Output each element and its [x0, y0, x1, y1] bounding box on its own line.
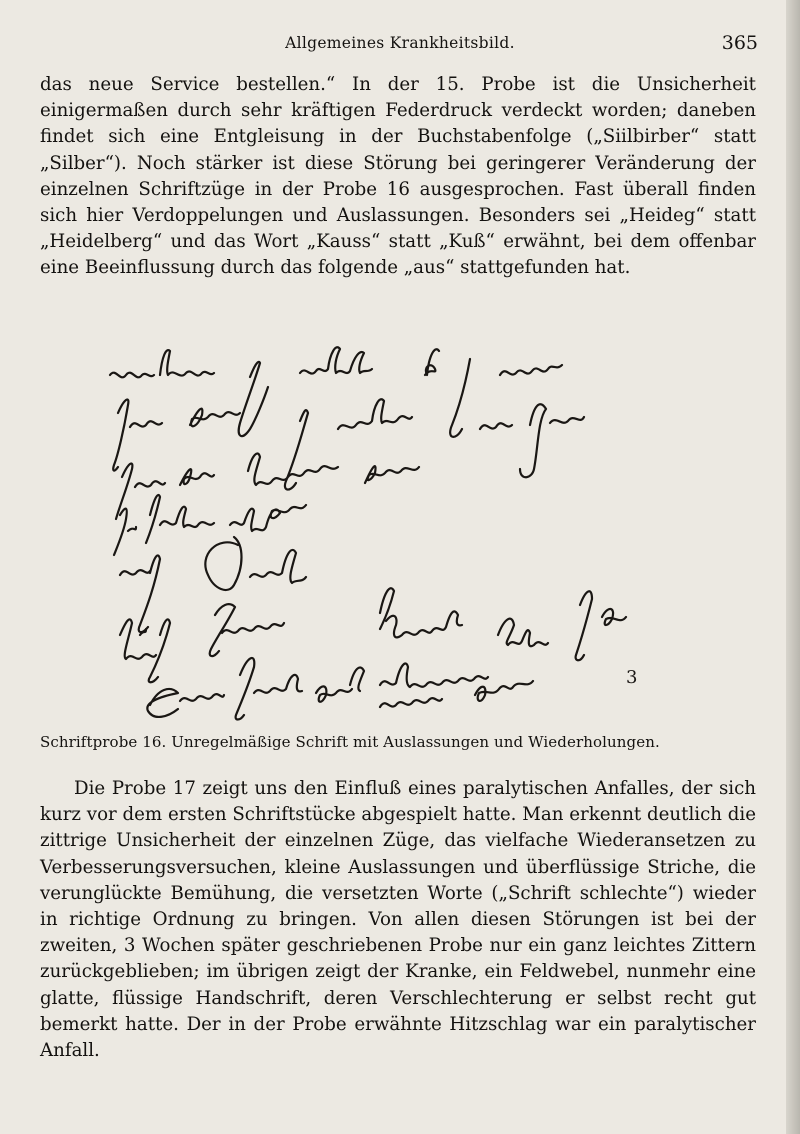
page-header	[40, 32, 760, 62]
page-edge-shadow	[786, 0, 800, 1134]
page-number: 365	[721, 32, 758, 54]
body-paragraph-1: das neue Service bestellen.“ In der 15. Probe ist die Unsicherheit einigermaßen durch sehr kräftigen Federdruck verdeckt worden; daneben findet sich eine Entgleisung in der Buchstabenfolge („Siilbirber“ statt „Silber“). Noch stärker ist diese Störung bei geringerer Veränderung der einzelnen Schriftzüge in der Probe 16 ausgesprochen. Fast überall finden sich hier Verdoppelungen und Auslassungen. Besonders sei „Heideg“ statt „Heidelberg“ und das Wort „Kauss“ statt „Kuß“ erwähnt, bei dem offenbar eine Beeinflussung durch das folgende „aus“ stattgefunden hat.	[40, 74, 756, 279]
body-paragraph-2: Die Probe 17 zeigt uns den Einfluß eines paralytischen Anfalles, der sich kurz vor dem ersten Schriftstücke abgespielt hatte. Man erkennt deutlich die zittrige Unsicherheit der einzelnen Züge, das vielfache Wiederansetzen zu Verbesserungsversuchen, kleine Auslassungen und überflüssige Striche, die verunglückte Bemühung, die versetzten Worte („Schrift schlechte“) wieder in richtige Ordnung zu bringen. Von allen diesen Störungen ist bei der zweiten, 3 Wochen später geschriebenen Probe nur ein ganz leichtes Zittern zurückgeblieben; im übrigen zeigt der Kranke, ein Feldwebel, nunmehr eine glatte, flüssige Handschrift, deren Verschlechterung er selbst recht gut bemerkt hatte. Der in der Probe erwähnte Hitzschlag war ein paralytischer Anfall.	[40, 778, 756, 1062]
figure-caption: Schriftprobe 16. Unregelmäßige Schrift mit Auslassungen und Wiederholungen.	[40, 733, 660, 751]
sample-corner-number: 3	[626, 667, 638, 688]
running-head: Allgemeines Krankheitsbild.	[285, 34, 515, 52]
handwriting-sample	[80, 345, 680, 730]
handwriting-scan	[80, 345, 680, 730]
